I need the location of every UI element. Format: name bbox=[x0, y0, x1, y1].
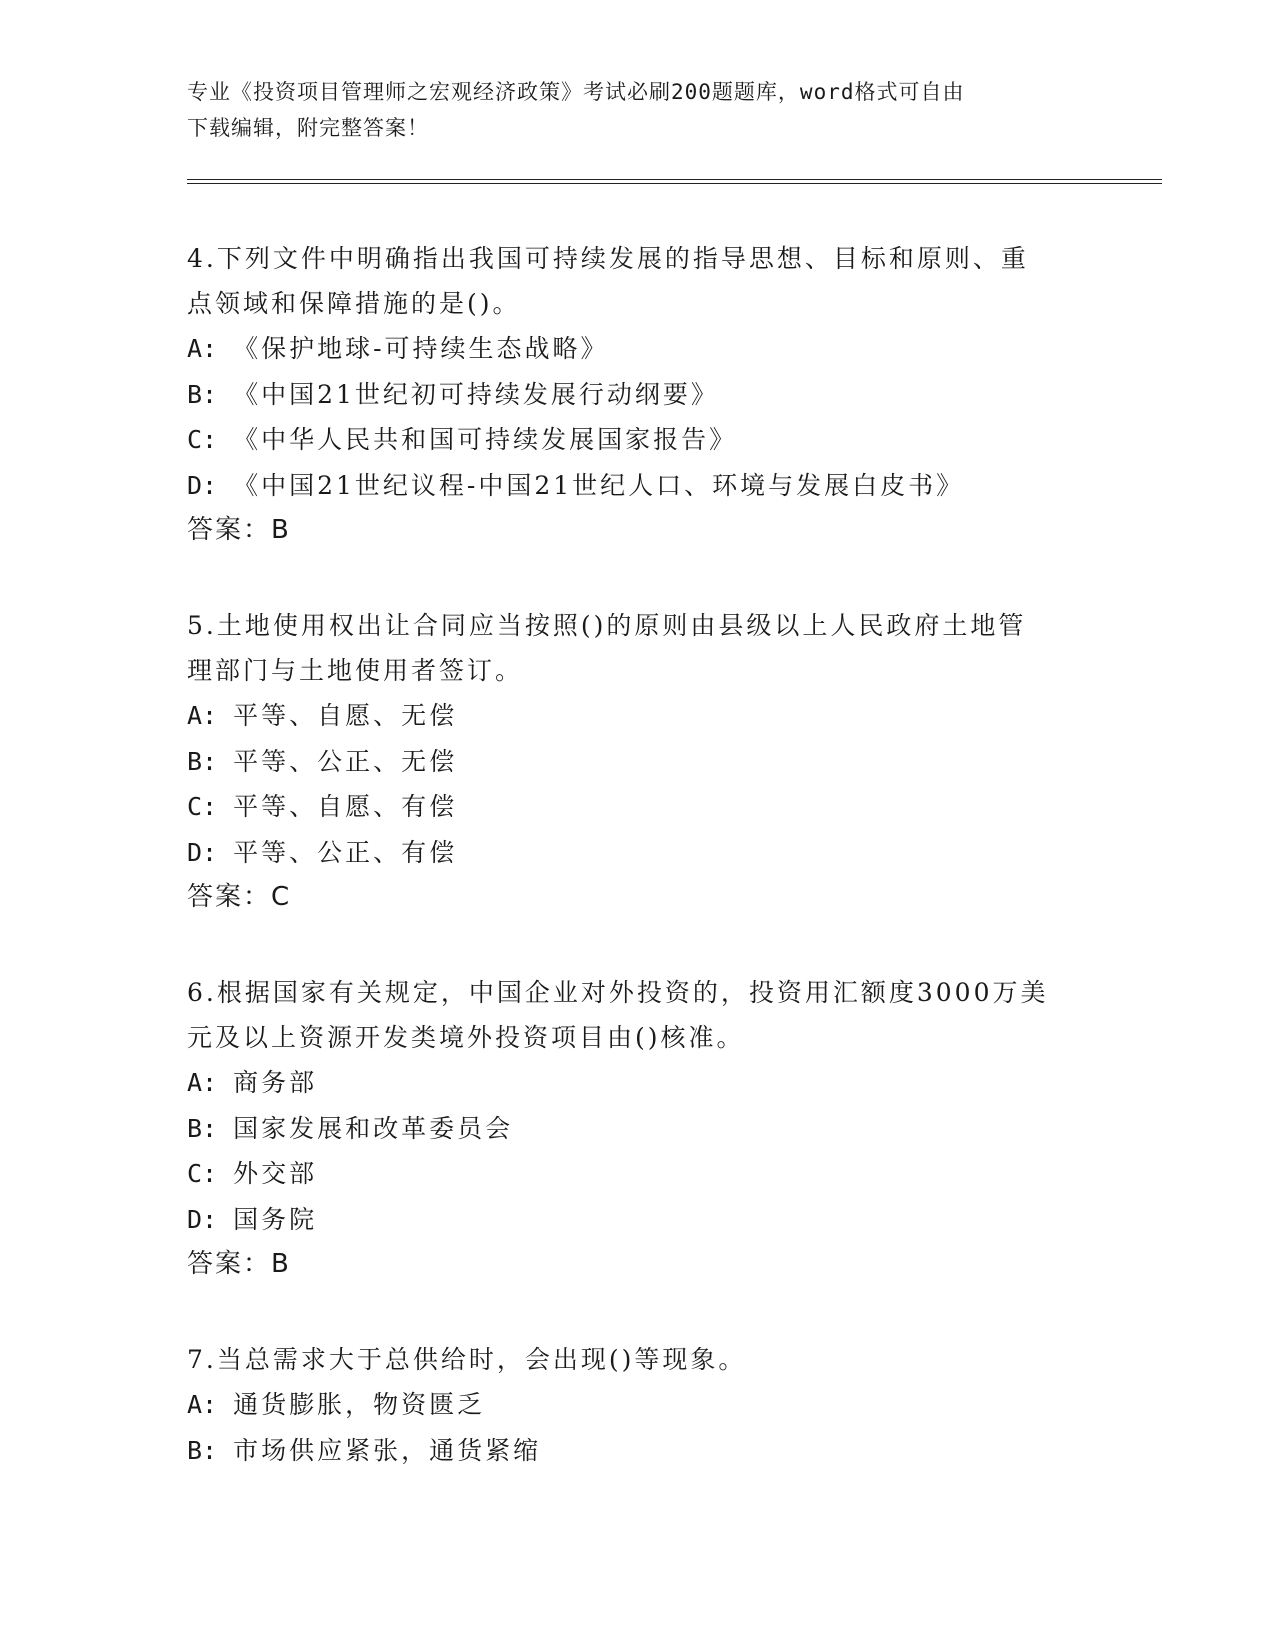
question-stem-line-1: 7.当总需求大于总供给时，会出现()等现象。 bbox=[187, 1345, 747, 1374]
answer-line: 答案：B bbox=[187, 1249, 291, 1279]
option-b bbox=[187, 739, 1087, 785]
option-letter: A: bbox=[187, 334, 218, 363]
option-letter: C: bbox=[187, 1159, 218, 1188]
option-a bbox=[187, 326, 1087, 372]
option-letter: A: bbox=[187, 701, 218, 730]
option-text: 《中华人民共和国可持续发展国家报告》 bbox=[233, 425, 738, 454]
question-7 bbox=[187, 1337, 1087, 1473]
header-line-2: 下载编辑，附完整答案！ bbox=[187, 116, 429, 140]
option-letter: B: bbox=[187, 1435, 218, 1465]
header-divider-top bbox=[187, 179, 1162, 180]
question-stem bbox=[187, 236, 1087, 326]
header-line-1: 专业《投资项目管理师之宏观经济政策》考试必刷200题题库，word格式可自由 bbox=[187, 80, 965, 104]
answer-line: 答案：C bbox=[187, 882, 292, 912]
option-letter: C: bbox=[187, 792, 218, 821]
option-d bbox=[187, 1197, 1087, 1243]
option-letter: B: bbox=[187, 746, 218, 776]
question-4 bbox=[187, 236, 1087, 553]
option-d bbox=[187, 830, 1087, 876]
option-text: 《中国21世纪议程-中国21世纪人口、环境与发展白皮书》 bbox=[233, 470, 965, 500]
answer-line: 答案：B bbox=[187, 515, 291, 545]
option-text: 商务部 bbox=[233, 1068, 318, 1097]
option-a bbox=[187, 1382, 1087, 1428]
option-letter: C: bbox=[187, 425, 218, 454]
question-6 bbox=[187, 970, 1087, 1287]
option-d bbox=[187, 463, 1087, 509]
option-text: 外交部 bbox=[233, 1159, 318, 1188]
document-header bbox=[187, 74, 1087, 146]
option-letter: A: bbox=[187, 1068, 218, 1097]
option-letter: D: bbox=[187, 1204, 218, 1234]
option-text: 市场供应紧张，通货紧缩 bbox=[233, 1435, 542, 1465]
option-text: 平等、公正、有偿 bbox=[233, 837, 458, 867]
question-stem-line-1: 5.土地使用权出让合同应当按照()的原则由县级以上人民政府土地管 bbox=[187, 611, 1027, 640]
option-a bbox=[187, 693, 1087, 739]
option-text: 国家发展和改革委员会 bbox=[233, 1113, 514, 1143]
option-b bbox=[187, 372, 1087, 418]
question-stem bbox=[187, 970, 1087, 1060]
question-stem-line-2: 点领域和保障措施的是()。 bbox=[187, 289, 521, 318]
option-text: 平等、公正、无偿 bbox=[233, 746, 458, 776]
option-c bbox=[187, 417, 1087, 463]
question-5 bbox=[187, 603, 1087, 920]
question-stem-line-2: 元及以上资源开发类境外投资项目由()核准。 bbox=[187, 1023, 745, 1052]
header-divider-bottom bbox=[187, 183, 1162, 184]
question-stem-line-2: 理部门与土地使用者签订。 bbox=[187, 656, 524, 685]
option-letter: D: bbox=[187, 837, 218, 867]
option-a bbox=[187, 1060, 1087, 1106]
option-b bbox=[187, 1106, 1087, 1152]
option-letter: B: bbox=[187, 1113, 218, 1143]
option-letter: D: bbox=[187, 470, 218, 500]
option-text: 平等、自愿、有偿 bbox=[233, 792, 458, 821]
option-letter: A: bbox=[187, 1390, 218, 1419]
question-stem bbox=[187, 1337, 1087, 1382]
question-stem-line-1: 6.根据国家有关规定，中国企业对外投资的，投资用汇额度3000万美 bbox=[187, 978, 1049, 1007]
option-c bbox=[187, 784, 1087, 830]
option-text: 国务院 bbox=[233, 1204, 318, 1234]
option-text: 平等、自愿、无偿 bbox=[233, 701, 458, 730]
option-text: 《中国21世纪初可持续发展行动纲要》 bbox=[233, 379, 719, 409]
option-b bbox=[187, 1428, 1087, 1474]
option-c bbox=[187, 1151, 1087, 1197]
option-letter: B: bbox=[187, 379, 218, 409]
option-text: 《保护地球-可持续生态战略》 bbox=[233, 334, 609, 363]
option-text: 通货膨胀，物资匮乏 bbox=[233, 1390, 486, 1419]
question-stem-line-1: 4.下列文件中明确指出我国可持续发展的指导思想、目标和原则、重 bbox=[187, 244, 1029, 273]
question-stem bbox=[187, 603, 1087, 693]
